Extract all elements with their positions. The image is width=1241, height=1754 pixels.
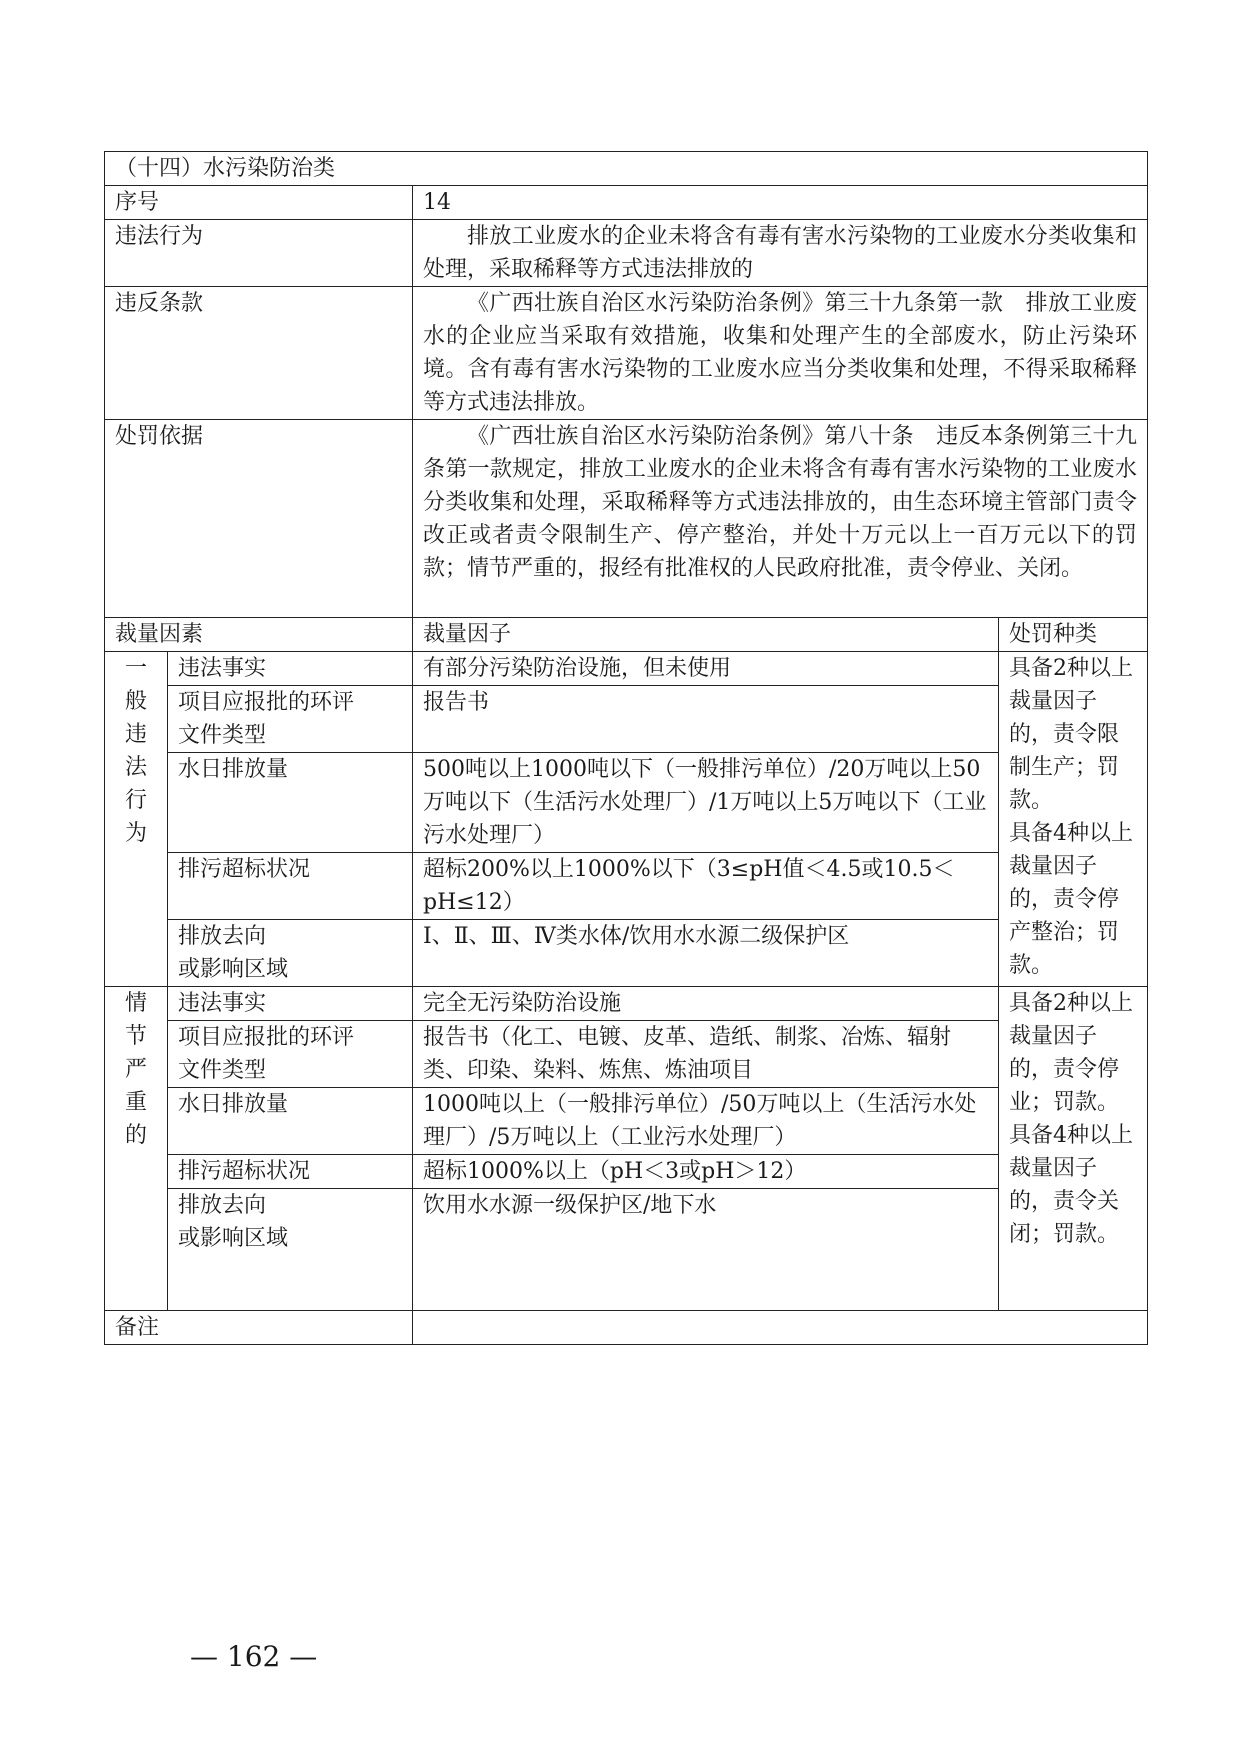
serious-row: [105, 1088, 1148, 1155]
serial-row: [105, 186, 1148, 220]
violation-label: 违法行为: [105, 220, 413, 287]
serious-value: 超标1000%以上（pH＜3或pH＞12）: [413, 1155, 999, 1189]
header-row: [105, 618, 1148, 652]
general-factor: 排放去向 或影响区域: [168, 920, 413, 987]
serious-factor: 水日排放量: [168, 1088, 413, 1155]
serial-label: 序号: [105, 186, 413, 220]
clause-label: 违反条款: [105, 287, 413, 420]
serious-factor: 项目应报批的环评 文件类型: [168, 1021, 413, 1088]
general-value: Ⅰ、Ⅱ、Ⅲ、Ⅳ类水体/饮用水水源二级保护区: [413, 920, 999, 987]
general-value: 报告书: [413, 686, 999, 753]
general-label: 一 般 违 法 行 为: [105, 652, 168, 987]
section-title: （十四）水污染防治类: [105, 152, 1148, 186]
remarks-value: [413, 1311, 1148, 1345]
clause-row: [105, 287, 1148, 420]
serious-value: 报告书（化工、电镀、皮革、造纸、制浆、冶炼、辐射类、印染、染料、炼焦、炼油项目: [413, 1021, 999, 1088]
general-factor: 水日排放量: [168, 753, 413, 853]
page-number: — 162 —: [190, 1640, 318, 1673]
general-factor: 排污超标状况: [168, 853, 413, 920]
basis-value: 《广西壮族自治区水污染防治条例》第八十条 违反本条例第三十九条第一款规定，排放工业废水的企业未将含有毒有害水污染物的工业废水分类收集和处理，采取稀释等方式违法排放的，由生态环境主管部门责令改正或者责令限制生产、停产整治，并处十万元以上一百万元以下的罚款；情节严重的，报经有批准权的人民政府批准，责令停业、关闭。: [413, 420, 1148, 618]
general-row: [105, 652, 1148, 686]
clause-value: 《广西壮族自治区水污染防治条例》第三十九条第一款 排放工业废水的企业应当采取有效措施，收集和处理产生的全部废水，防止污染环境。含有毒有害水污染物的工业废水应当分类收集和处理，不得采取稀释等方式违法排放。: [413, 287, 1148, 420]
serious-label: 情 节 严 重 的: [105, 987, 168, 1311]
general-value: 500吨以上1000吨以下（一般排污单位）/20万吨以上50万吨以下（生活污水处理厂）/1万吨以上5万吨以下（工业污水处理厂）: [413, 753, 999, 853]
serious-penalty: 具备2种以上裁量因子的，责令停业；罚款。 具备4种以上裁量因子的，责令关闭；罚款。: [999, 987, 1148, 1311]
serious-row: [105, 987, 1148, 1021]
serious-factor: 排放去向 或影响区域: [168, 1189, 413, 1311]
serious-factor: 排污超标状况: [168, 1155, 413, 1189]
serious-factor: 违法事实: [168, 987, 413, 1021]
serious-row: [105, 1155, 1148, 1189]
violation-value: 排放工业废水的企业未将含有毒有害水污染物的工业废水分类收集和处理，采取稀释等方式违法排放的: [413, 220, 1148, 287]
penalty-table: [104, 151, 1148, 1345]
general-penalty: 具备2种以上裁量因子的，责令限制生产；罚款。 具备4种以上裁量因子的，责令停产整治；罚款。: [999, 652, 1148, 987]
general-factor: 项目应报批的环评 文件类型: [168, 686, 413, 753]
general-row: [105, 853, 1148, 920]
header-item: 裁量因子: [413, 618, 999, 652]
header-factor: 裁量因素: [105, 618, 413, 652]
general-value: 超标200%以上1000%以下（3≤pH值＜4.5或10.5＜pH≤12）: [413, 853, 999, 920]
general-row: [105, 920, 1148, 987]
serial-value: 14: [413, 186, 1148, 220]
general-value: 有部分污染防治设施，但未使用: [413, 652, 999, 686]
violation-row: [105, 220, 1148, 287]
serious-row: [105, 1189, 1148, 1311]
header-penalty: 处罚种类: [999, 618, 1148, 652]
serious-value: 饮用水水源一级保护区/地下水: [413, 1189, 999, 1311]
general-row: [105, 686, 1148, 753]
serious-value: 1000吨以上（一般排污单位）/50万吨以上（生活污水处理厂）/5万吨以上（工业污水处理厂）: [413, 1088, 999, 1155]
basis-label: 处罚依据: [105, 420, 413, 618]
remarks-row: [105, 1311, 1148, 1345]
general-factor: 违法事实: [168, 652, 413, 686]
serious-row: [105, 1021, 1148, 1088]
remarks-label: 备注: [105, 1311, 413, 1345]
basis-row: [105, 420, 1148, 618]
serious-value: 完全无污染防治设施: [413, 987, 999, 1021]
section-title-row: [105, 152, 1148, 186]
general-row: [105, 753, 1148, 853]
